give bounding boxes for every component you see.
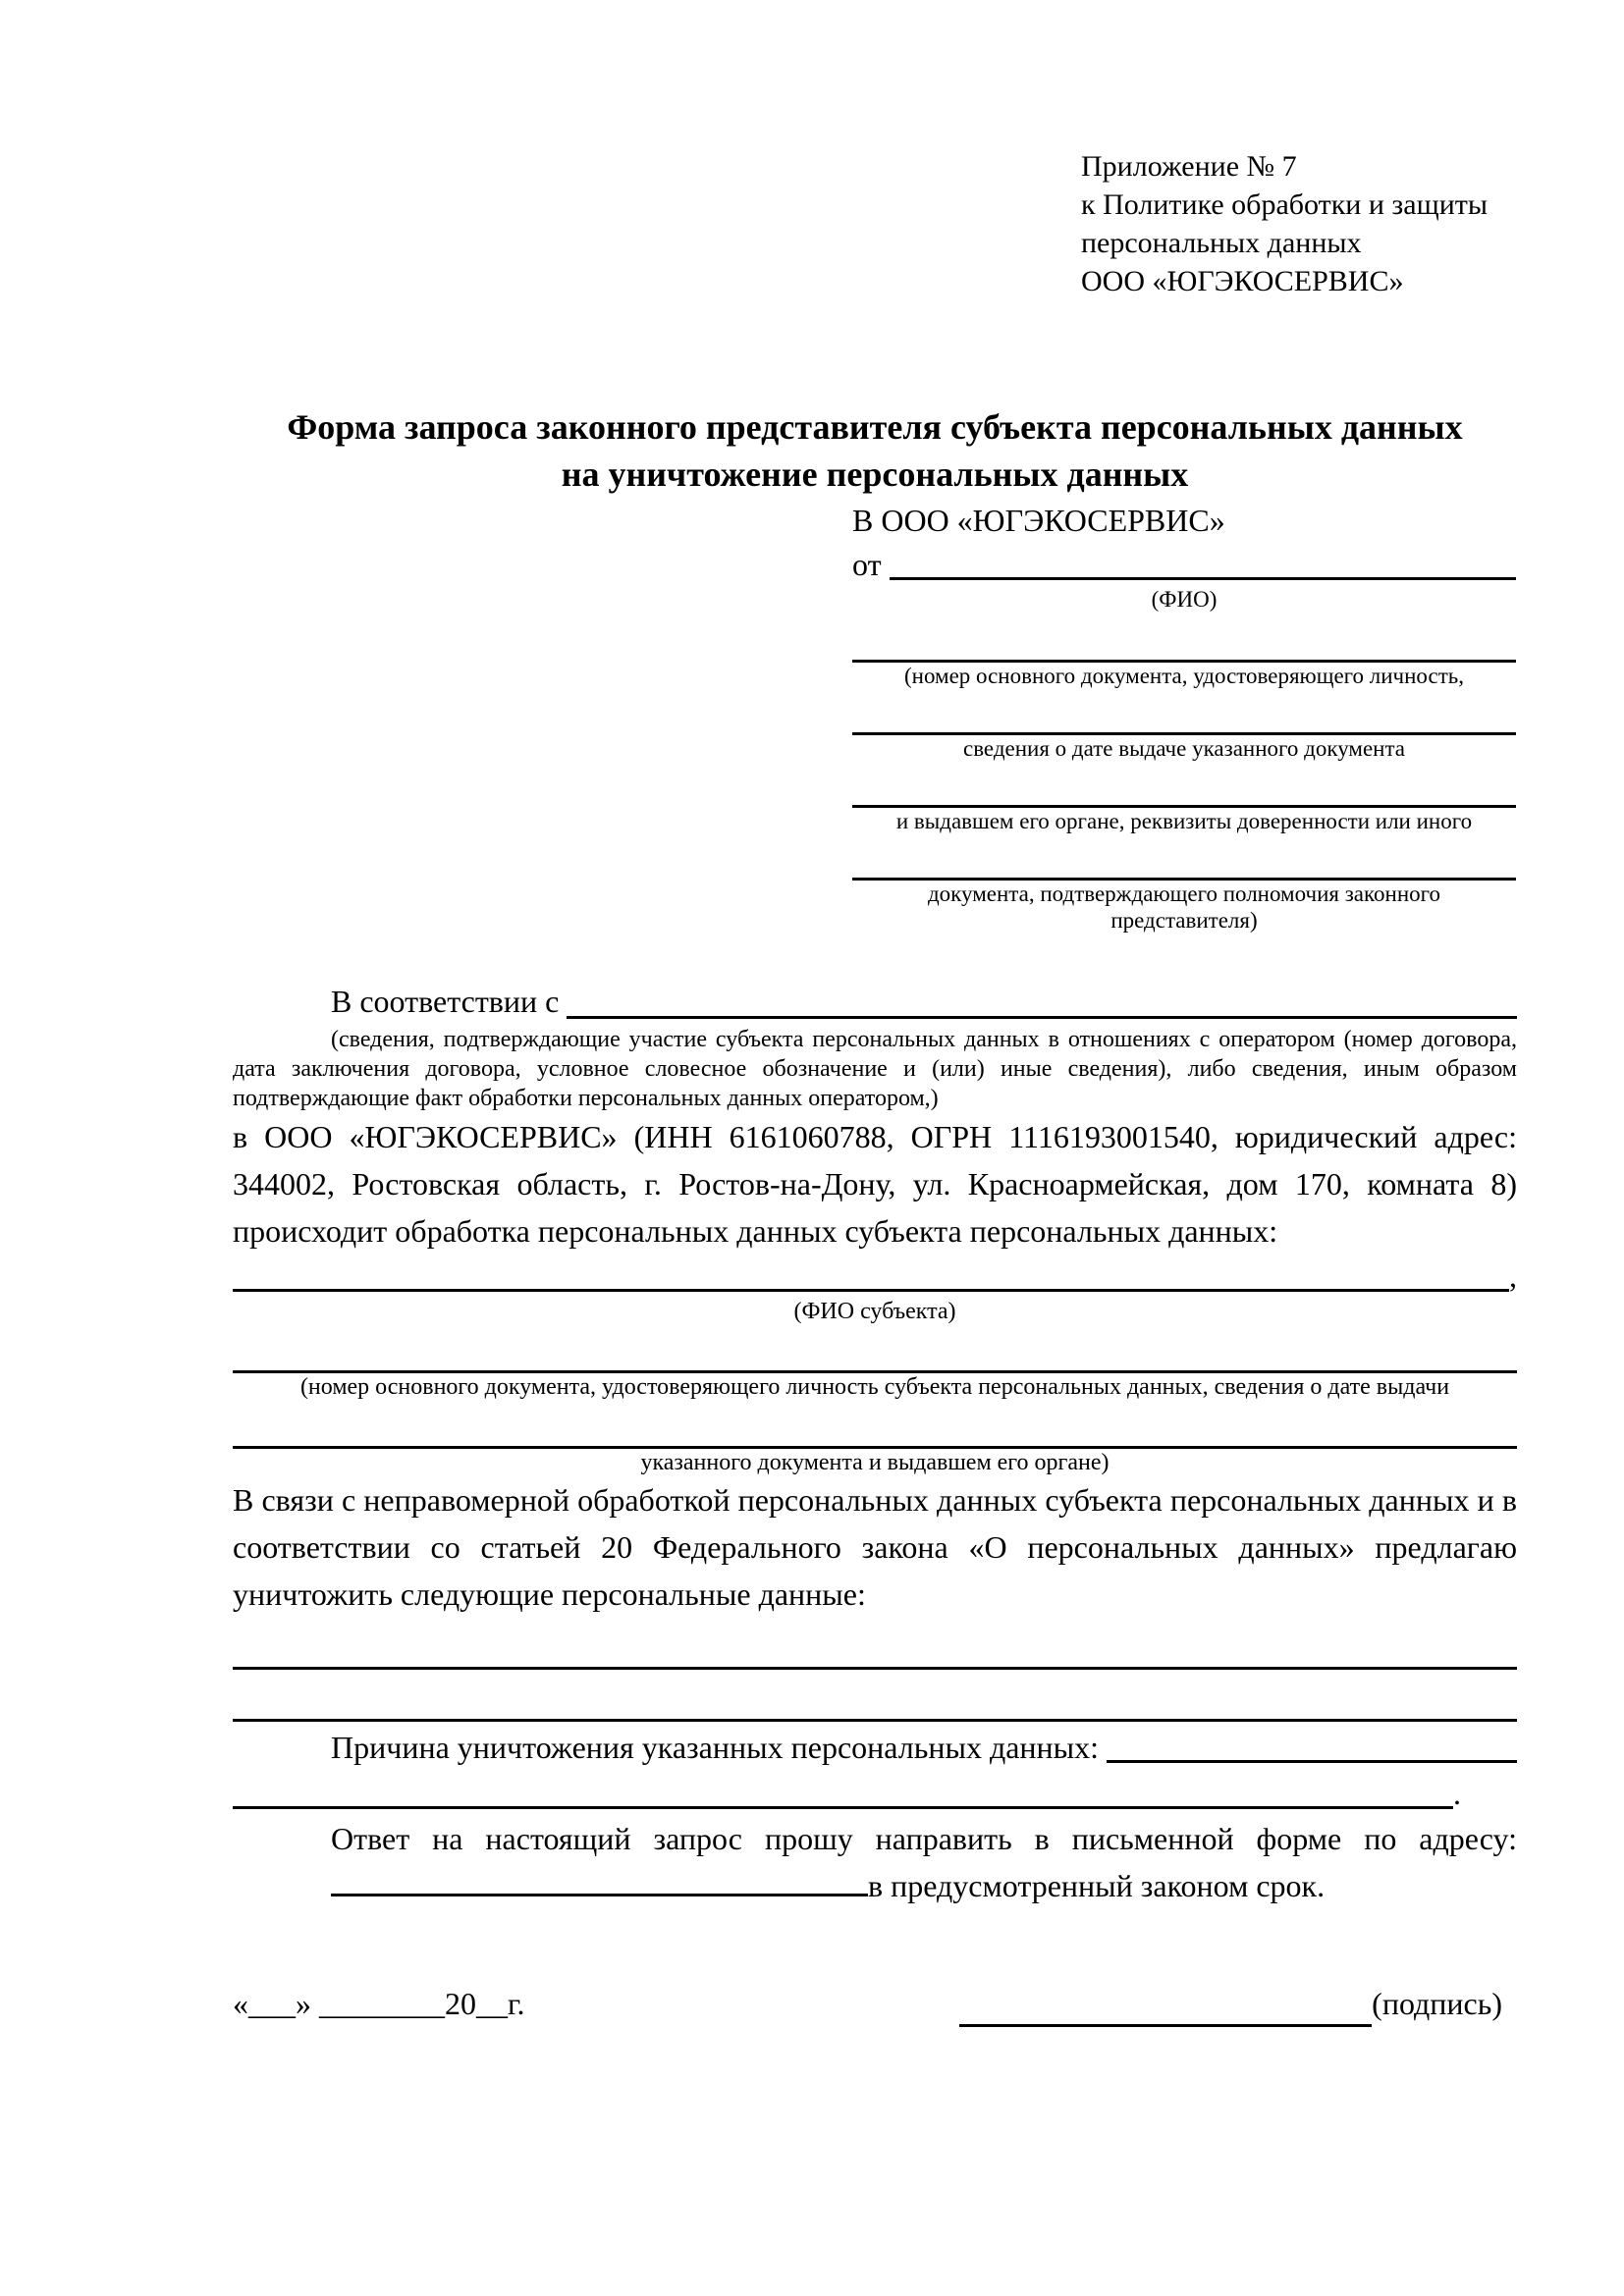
signature-row [233,1980,1517,2027]
reason-blank-line-2 [233,1769,1453,1809]
reason-blank-line [1107,1726,1517,1763]
from-label: от [852,547,890,582]
appendix-line: Приложение № 7 [1081,150,1297,183]
signature-area [959,1980,1502,2027]
from-row [852,543,1516,586]
appendix-line: персональных данных [1081,227,1362,259]
accordance-blank-line [567,978,1517,1019]
title-line-2: на уничтожение персональных данных [561,454,1189,494]
addressee-block [852,498,1516,934]
reason-period: . [1453,1776,1461,1811]
representative-doc-blank-line [852,834,1516,881]
reply-text: Ответ на настоящий запрос прошу направить в письменной форме по адресу: [331,1821,1517,1856]
representative-doc-blank-line [852,762,1516,808]
signature-blank-line [959,2022,1372,2027]
appendix-line: к Политике обработки и защиты [1081,188,1489,221]
accordance-label: В соответствии с [331,984,568,1019]
addressee-organization: В ООО «ЮГЭКОСЕРВИС» [852,503,1225,538]
doc-caption: (номер основного документа, удостоверяющего личность, [903,664,1464,688]
accordance-footnote: (сведения, подтверждающие участие субъекта персональных данных в отношениях с оператором (номер договора, дата заключения договора, условное словесное обозначение и (или) иные сведения), либо сведения, иным образом подтверждающие факт обработки персональных данных оператором,) [233,1027,1517,1111]
reason-label: Причина уничтожения указанных персональных данных: [331,1730,1108,1765]
representative-doc-blank-line [852,689,1516,735]
data-blank-line [233,1670,1517,1722]
subject-doc-blank-line [233,1401,1517,1449]
reply-paragraph [233,1815,1517,1909]
appendix-line: ООО «ЮГЭКОСЕРВИС» [1081,265,1404,297]
fio-caption: (ФИО) [1151,587,1218,612]
subject-fio-blank-line [233,1255,1509,1292]
doc-caption: сведения о дате выдаче указанного документа [962,736,1406,761]
subject-fio-row [233,1255,1517,1298]
subject-doc-blank-line [233,1325,1517,1373]
reply-tail: в предусмотренный законом срок. [868,1868,1326,1903]
doc-caption: документа, подтверждающего полномочия законного представителя) [927,881,1440,933]
subject-doc-caption-2: указанного документа и выдавшем его органе) [640,1450,1110,1475]
operator-paragraph: в ООО «ЮГЭКОСЕРВИС» (ИНН 6161060788, ОГРН 1116193001540, юридический адрес: 344002, Ростовская область, г. Ростов-на-Дону, ул. Красноармейская, дом 170, комната 8) происходит обработка персональных данных субъекта персональных данных: [233,1119,1517,1249]
reason-continuation-row [233,1769,1517,1815]
subject-fio-caption: (ФИО субъекта) [793,1299,956,1324]
accordance-row [233,978,1517,1025]
representative-doc-blank-line [852,613,1516,663]
doc-caption: и выдавшем его органе, реквизиты доверенности или иного [895,809,1473,833]
reason-row [233,1726,1517,1769]
document-title [233,403,1517,498]
date-blank: «___» ________20__г. [233,1986,525,2021]
signature-caption: (подпись) [1372,1986,1502,2021]
request-paragraph: В связи с неправомерной обработкой персональных данных субъекта персональных данных и в соответствии со статьей 20 Федерального закона «О персональных данных» предлагаю уничтожить следующие персональные данные: [233,1482,1517,1612]
subject-doc-caption-1: (номер основного документа, удостоверяющего личность субъекта персональных данных, сведения о дате выдачи [299,1374,1450,1400]
title-line-1: Форма запроса законного представителя субъекта персональных данных [287,407,1463,447]
subject-fio-comma: , [1509,1258,1517,1294]
appendix-block [1081,147,1517,300]
reply-address-blank-line [331,1892,868,1896]
data-blank-line [233,1618,1517,1670]
representative-fio-blank-line [890,543,1516,580]
